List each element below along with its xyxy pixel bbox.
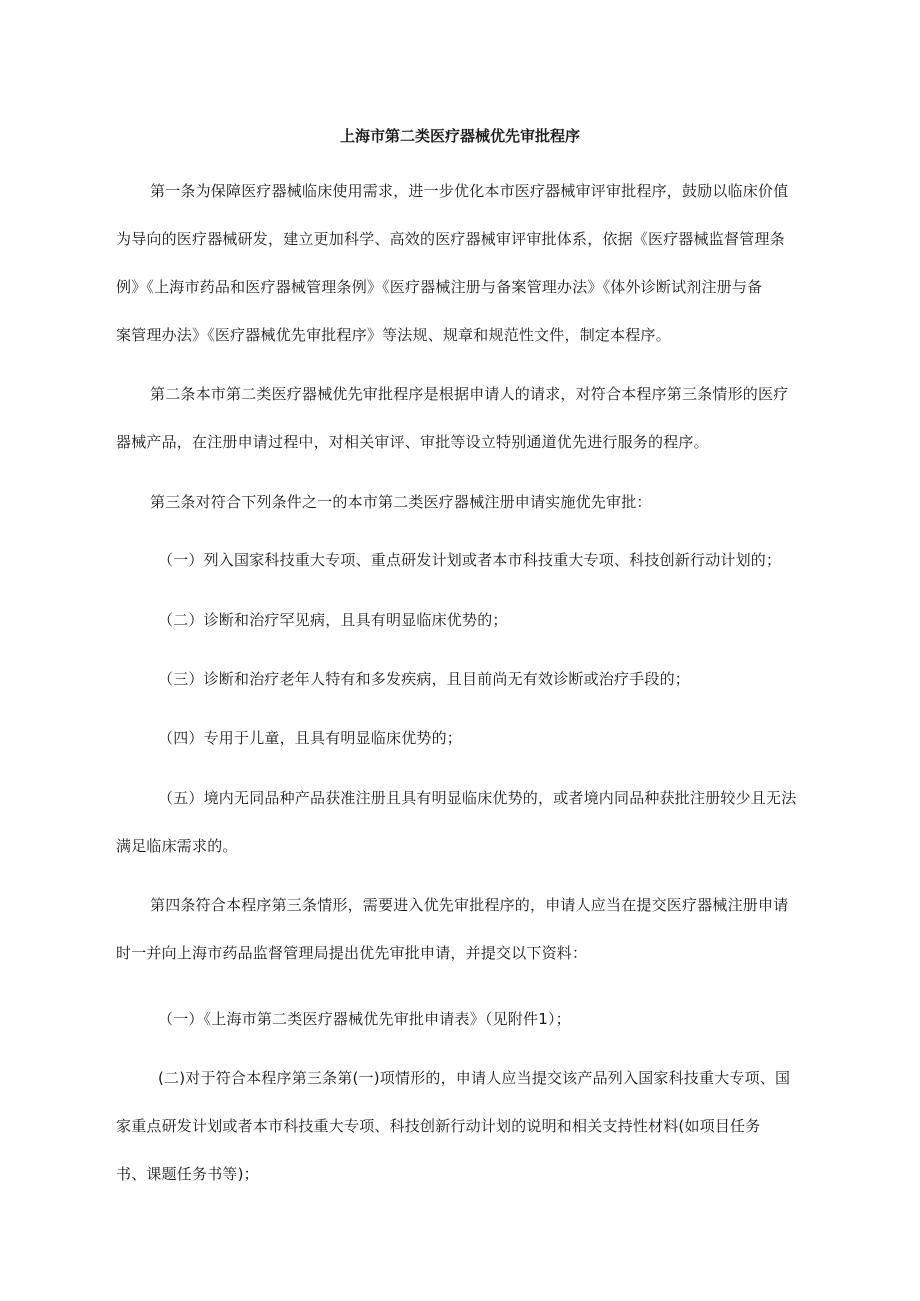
paragraph-article-1 <box>116 167 806 359</box>
text-line: 为导向的医疗器械研发，建立更加科学、高效的医疗器械审评审批体系，依据《医疗器械监督管理条 <box>116 230 785 248</box>
paragraph-article-3 <box>116 478 806 526</box>
list-item-article-3-5 <box>116 774 806 870</box>
text-line: 满足临床需求的。 <box>116 837 238 855</box>
list-item-article-3-1 <box>116 536 806 584</box>
list-item-article-4-1 <box>116 995 806 1043</box>
text-line: 第二条本市第二类医疗器械优先审批程序是根据申请人的请求，对符合本程序第三条情形的医疗 <box>150 385 789 403</box>
text-line: （三）诊断和治疗老年人特有和多发疾病，且目前尚无有效诊断或治疗手段的； <box>158 670 691 688</box>
text-line: 书、课题任务书等)； <box>116 1165 259 1183</box>
text-line: （一）《上海市第二类医疗器械优先审批申请表》（见附件1）； <box>158 1010 571 1028</box>
text-line: 第三条对符合下列条件之一的本市第二类医疗器械注册申请实施优先审批： <box>150 493 652 511</box>
text-line: 第一条为保障医疗器械临床使用需求，进一步优化本市医疗器械审评审批程序，鼓励以临床价值 <box>150 182 789 200</box>
text-line: 案管理办法》《医疗器械优先审批程序》等法规、规章和规范性文件，制定本程序。 <box>116 326 671 344</box>
list-item-article-3-3 <box>116 655 806 703</box>
paragraph-article-4 <box>116 881 806 977</box>
text-line: 家重点研发计划或者本市科技重大专项、科技创新行动计划的说明和相关支持性材料(如项目任务 <box>116 1117 761 1135</box>
text-line: (二)对于符合本程序第三条第(一)项情形的，申请人应当提交该产品列入国家科技重大专项、国 <box>158 1069 791 1087</box>
list-item-article-3-2 <box>116 596 806 644</box>
text-line: 例》《上海市药品和医疗器械管理条例》《医疗器械注册与备案管理办法》《体外诊断试剂注册与备 <box>116 278 763 296</box>
paragraph-article-2 <box>116 370 806 466</box>
text-line: （五）境内无同品种产品获准注册且具有明显临床优势的，或者境内同品种获批注册较少且无法 <box>158 789 797 807</box>
list-item-article-4-2 <box>116 1054 806 1198</box>
text-line: 器械产品，在注册申请过程中，对相关审评、审批等设立特别通道优先进行服务的程序。 <box>116 433 709 451</box>
list-item-article-3-4 <box>116 714 806 762</box>
text-line: （四）专用于儿童，且具有明显临床优势的； <box>158 729 463 747</box>
document-title: 上海市第二类医疗器械优先审批程序 <box>339 127 580 145</box>
text-line: （二）诊断和治疗罕见病，且具有明显临床优势的； <box>158 611 508 629</box>
text-line: 第四条符合本程序第三条情形，需要进入优先审批程序的，申请人应当在提交医疗器械注册申请 <box>150 896 789 914</box>
text-line: （一）列入国家科技重大专项、重点研发计划或者本市科技重大专项、科技创新行动计划的； <box>158 551 782 569</box>
text-line: 时一并向上海市药品监督管理局提出优先审批申请，并提交以下资料： <box>116 944 588 962</box>
